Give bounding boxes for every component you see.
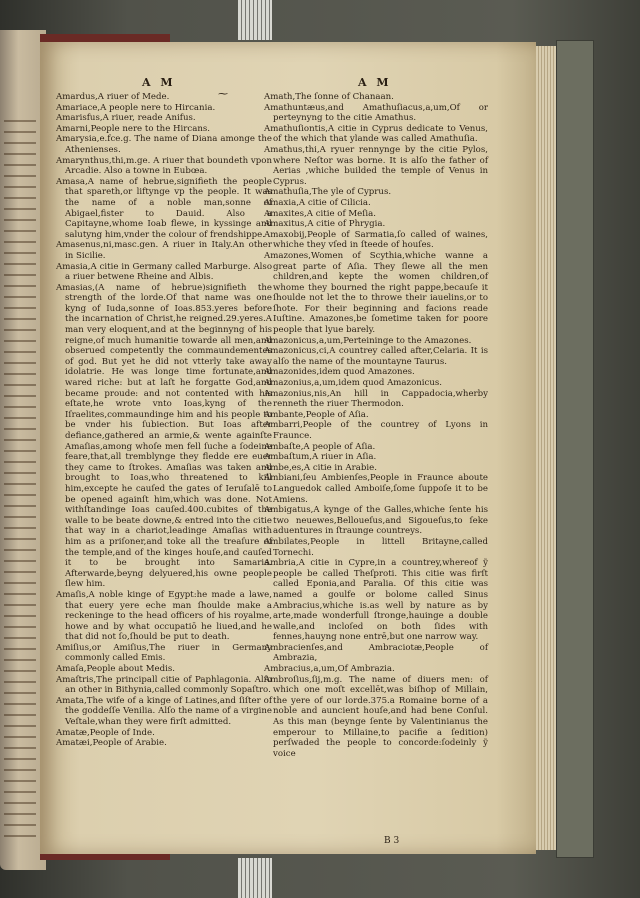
dictionary-entry: Amazonius,a,um,idem quod Amazonicus. [264, 378, 443, 389]
dictionary-entry: Amasias,(A name of hebrue)signifieth the strength of the lorde.Of that name was one kyng of Iuda,sonne of Ioas.853.yeres before the incarnation of Christ,he reigned.29.yeres.A man very eloquent,and at the beginnyng of his reigne,of much humanitie towarde all men,and obserued competently the commaundementes of god. But yet he did not vtterly take away idolatrie. He was longe time fortunate,and wared riche: but at laſt he forgatte God,and became proude: and not contented with his eſtate,he wrote vnto Ioas,kyng of the Iſraelites,commaundinge him and his people to be vnder his ſubiection. But Ioas after defiance,gathered an armie,& wente againſte Amaſias,among whoſe men fell ſuche a ſodeine feare,that,all tremblynge they fledde ere euer they came to ſtrokes. Amaſias was taken and brought to Ioas,who threatened to kill him,excepte he cauſed the gates of Ieruſalē to be opened againſt him,which was done. Not withſtandinge Ioas cauſed.400.cubites of the walle to be beate downe,& entred into the citie that way in a chariot,leadinge Amaſias with him as a priſoner,and toke all the treaſure of the temple,and of the kinges houſe,and cauſed it to be brought into Samaria. Afterwarde,beyng delyuered,his owne people ſlew him. [56, 282, 272, 590]
dictionary-entry: Amaſtris,The principall citie of Paphlagonia. Alſo an other in Bithynia,called commonly Sopaſtro. [56, 674, 272, 696]
binding-band-top [40, 34, 170, 42]
dictionary-entry: Amaxitus,A citie of Phrygia. [264, 219, 386, 230]
dictionary-entry: Ambilates,People in littell Britayne,called Tornechi. [264, 536, 488, 558]
book-cover-board [556, 40, 594, 858]
dictionary-entry: Amathus,thi,A ryuer rennynge by the citie Pylos, where Neſtor was borne. It is alſo the father of Aerias ,whiche builded the temple of Venus in Cyprus. [264, 144, 488, 187]
dictionary-entry: Amazones,Women of Scythia,whiche wanne a great parte of Aſia. They ſlewe all the men children,and kepte the women children,of whome they bourned the right pappe,becauſe it ſhoulde not let the to throwe their iauelins,or to ſhote. For their beginning and facions reade Iuſtine. Amazones,be ſometime taken for poore people that lyue barely. [264, 250, 488, 336]
scale-ruler-top [238, 0, 272, 40]
dictionary-entry: Amatæ,People of Inde. [56, 727, 155, 738]
dictionary-entry: Amariace,A people nere to Hircania. [56, 102, 216, 113]
running-header-left: A M [142, 76, 176, 89]
right-column [264, 92, 488, 759]
dictionary-entry: Amath,The ſonne of Chanaan. [264, 92, 394, 102]
dictionary-entry: Ambria,A citie in Cypre,in a countrey,whereof ỹ people be called Theſproti. This citie was firſt called Eponia,and Paralia. Of this citie was named a goulfe or bolome called Sinus Ambracius,whiche is.as well by nature as by arte,made wonderfull ſtronge,hauinge a double walle,and incloſed on both ſides with fennes,hauyng none entrē,but one narrow way. [264, 558, 488, 643]
dictionary-entry: Amatæi,People of Arabie. [56, 738, 167, 749]
dictionary-entry: Ambracienſes,and Ambraciotæ,People of Ambrazia, [264, 642, 488, 664]
signature-mark: B 3 [384, 836, 400, 846]
dictionary-entry: Ambigatus,A kynge of the Galles,whiche ſente his two neuewes,Belloueſus,and Sigoueſus,to ſeke aduentures in ſtraunge countreys. [264, 505, 488, 537]
dictionary-entry: Amathuſiontis,A citie in Cyprus dedicate to Venus, of the which that ylande was called Amathuſia. [264, 123, 488, 145]
dictionary-entry: Amazonius,nis,An hill in Cappadocia,wherby renneth the riuer Thermodon. [264, 388, 488, 410]
dictionary-entry: Ambarri,People of the countrey of Lyons in Fraunce. [264, 420, 488, 441]
dictionary-entry: Amardus,A riuer of Mede. [56, 92, 170, 102]
dictionary-entry: Ambroſius,ſij,m.g. The name of diuers men: of which one moſt excellēt,was biſhop of Millain, the yere of our lorde.375.a Romaine borne of a noble and auncient houſe,and had bene Conſul. As this man (beynge ſente by Valentinianus the emperour to Millaine,to pacifie a ſedition) perſwaded the people to concorde:ſodeinly ỹ voice [264, 674, 488, 759]
dictionary-entry: Amasenus,ni,masc.gen. A riuer in Italy.An other in Sicilie. [56, 240, 272, 261]
dictionary-entry: Amaſa,People about Medis. [56, 664, 176, 675]
dictionary-entry: Amarynthus,thi,m.ge. A riuer that boundeth vpon Arcadie. Also a towne in Eubœa. [56, 155, 272, 177]
dictionary-entry: Amathuſia,The yle of Cyprus. [264, 187, 392, 198]
left-column [56, 92, 272, 749]
dictionary-entry: Amaxia,A citie of Cilicia. [264, 197, 371, 208]
dictionary-entry: Amarysia,e.fce.g. The name of Diana amonge the Athenienses. [56, 134, 272, 155]
dictionary-entry: Ambracius,a,um,Of Ambrazia. [264, 664, 395, 675]
ink-mark: ⁓ [218, 89, 228, 100]
dictionary-entry: Ambe,es,A citie in Arabie. [264, 462, 377, 473]
dictionary-entry: Amarisfus,A riuer, reade Anifus. [56, 113, 196, 124]
dictionary-entry: Ambiani,ſeu Ambienſes,People in Fraunce aboute Languedok called Amboiſe,ſome ſuppoſe it to be Amiens. [264, 473, 488, 505]
dictionary-entry: Amasia,A citie in Germany called Marburge. Also a riuer betwene Rheine and Albis. [56, 261, 272, 283]
dictionary-entry: Ambante,People of Aſia. [264, 409, 369, 420]
dictionary-entry: Amarni,People nere to the Hircans. [56, 123, 210, 134]
dictionary-entry: Amazonicus,a,um,Perteininge to the Amazones. [264, 335, 472, 346]
dictionary-entry: Ambaſtum,A riuer in Aſia. [264, 452, 377, 463]
dictionary-entry: Amaſis,A noble kinge of Egypt:he made a lawe, that euery yere eche man ſhoulde make a reckeninge to the head officers of his royalme, howe and by what occupatiō he liued,and he that did not ſo,ſhould be put to death. [56, 589, 272, 643]
dictionary-entry: Amathuntæus,and Amathuſiacus,a,um,Of or perteynyng to the citie Amathus. [264, 102, 488, 124]
left-page-text-lines [4, 120, 36, 840]
dictionary-entry: Amiſius,or Amiſius,The riuer in Germany commonly called Emis. [56, 642, 272, 664]
dictionary-entry: Amazonides,idem quod Amazones. [264, 367, 415, 378]
dictionary-entry: Amaxites,A citie of Meſia. [264, 208, 377, 219]
running-header-right: A M [358, 76, 392, 89]
dictionary-entry: Amaxobij,People of Sarmatia,ſo called of waines, whiche they vſed in ſteede of houſes. [264, 229, 488, 251]
page-stack-edge [536, 46, 556, 850]
dictionary-entry: Amata,The wife of a kinge of Latines,and ſiſter of the goddeſſe Venilia. Alſo the name of a virgine Veſtale,whan they were firſt admitted. [56, 695, 272, 728]
scale-ruler-bottom [238, 858, 272, 898]
dictionary-entry: Amazonicus,ci,A countrey called after,Celaria. It is alſo the name of the mountayne Taurus. [264, 346, 488, 367]
dictionary-entry: Amasa,A name of hebrue,signifieth the people that spareth,or liftynge vp the people. It was the name of a noble man,sonne of Abigael,fister to Dauid. Also a Capitayne,whome Ioab flewe, in kyssinge and salutyng him,vnder the colour of frendshippe. [56, 176, 272, 240]
dictionary-entry: Ambaſte,A people of Aſia. [264, 441, 376, 452]
